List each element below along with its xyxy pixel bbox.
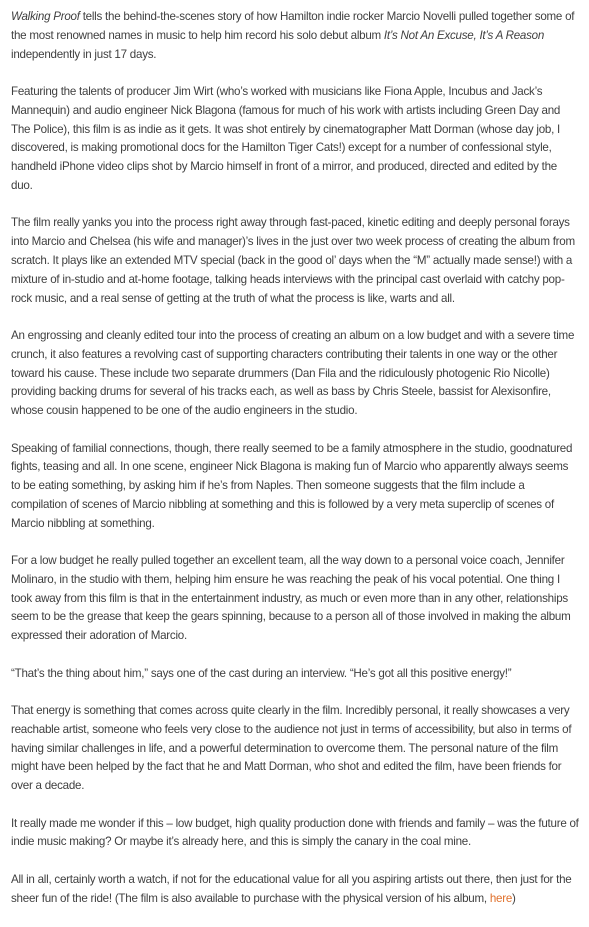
closing-text: All in all, certainly worth a watch, if not for the educational value for all you aspiring artists out there, then just for the sheer fun of the ride! (The film is also available to purchase with the physical version of his album, (11, 872, 572, 905)
intro-text-a: tells the behind-the-scenes story of how Hamilton indie rocker Marcio Novelli pulled together some of the most renowned names in music to help him record his solo debut album (11, 10, 575, 42)
paragraph-9: It really made me wonder if this – low budget, high quality production done with friends and family – was the future of indie music making? Or maybe it’s already here, and this is simply the canary in the coal mine. (11, 816, 579, 849)
paragraph-closing (11, 871, 579, 909)
album-purchase-link[interactable]: here (489, 891, 513, 905)
film-title: Walking Proof (11, 10, 80, 23)
closing-paren: ) (512, 891, 516, 905)
paragraph-3: The film really yanks you into the process right away through fast-paced, kinetic editing and deeply personal forays into Marcio and Chelsea (his wife and manager)’s lives in the just over two week process of creating the album from scratch. It plays like an extended MTV special (back in the good ol’ days when the “M” actually made sense!) with a mixture of in-studio and at-home footage, talking heads interviews with the principal cast overlaid with catchy pop-rock music, and a real sense of getting at the truth of what the process is like, warts and all. (11, 216, 575, 305)
paragraph-6: For a low budget he really pulled together an excellent team, all the way down to a personal voice coach, Jennifer Molinaro, in the studio with them, helping him ensure he was reaching the peak of his vocal potential. One thing I took away from this film is that in the entertainment industry, as much or even more than in any other, relationships seem to be the grease that keep the gears spinning, because to a person all of those involved in making the album expressed their adoration of Marcio. (11, 554, 571, 643)
paragraph-4: An engrossing and cleanly edited tour into the process of creating an album on a low budget and with a severe time crunch, it also features a revolving cast of supporting characters contributing their talents in one way or the other toward his cause. These include two separate drummers (Dan Fila and the ridiculously photogenic Rio Nicolle) providing backing drums for several of his tracks each, as well as bass by Chris Steele, bassist for Alexisonfire, whose cousin happened to be one of the audio engineers in the studio. (11, 328, 575, 418)
paragraph-intro (11, 8, 579, 64)
paragraph-8: That energy is something that comes across quite clearly in the film. Incredibly personal, it really showcases a very reachable artist, someone who feels very close to the audience not just in terms of accessibility, but also in terms of having similar challenges in life, and a powerful determination to overcome them. The personal nature of the film might have been helped by the fact that he and Matt Dorman, who shot and edited the film, have been friends for over a decade. (11, 704, 572, 793)
intro-text-b: independently in just 17 days. (11, 47, 157, 61)
paragraph-2: Featuring the talents of producer Jim Wirt (who’s worked with musicians like Fiona Apple, Incubus and Jack’s Mannequin) and audio engineer Nick Blagona (famous for much of his work with artists including Green Day and The Police), this film is as indie as it gets. It was shot entirely by cinematographer Matt Dorman (whose day job, I discovered, is making promotional docs for the Hamilton Tiger Cats!) except for a number of confessional style, handheld iPhone video clips shot by Marcio himself in front of a mirror, and produced, directed and edited by the duo. (11, 84, 561, 192)
album-title: It’s Not An Excuse, It’s A Reason (383, 28, 545, 42)
paragraph-quote: “That’s the thing about him,” says one of the cast during an interview. “He’s got all this positive energy!” (11, 666, 512, 680)
paragraph-5: Speaking of familial connections, though, there really seemed to be a family atmosphere in the studio, goodnatured fights, teasing and all. In one scene, engineer Nick Blagona is making fun of Marcio who apparently always seems to be eating something, by asking him if he’s from Naples. Then someone suggests that the film include a compilation of scenes of Marcio nibbling at something and this is followed by a very meta superclip of scenes of Marcio nibbling at something. (11, 441, 573, 530)
article-body (11, 8, 579, 927)
